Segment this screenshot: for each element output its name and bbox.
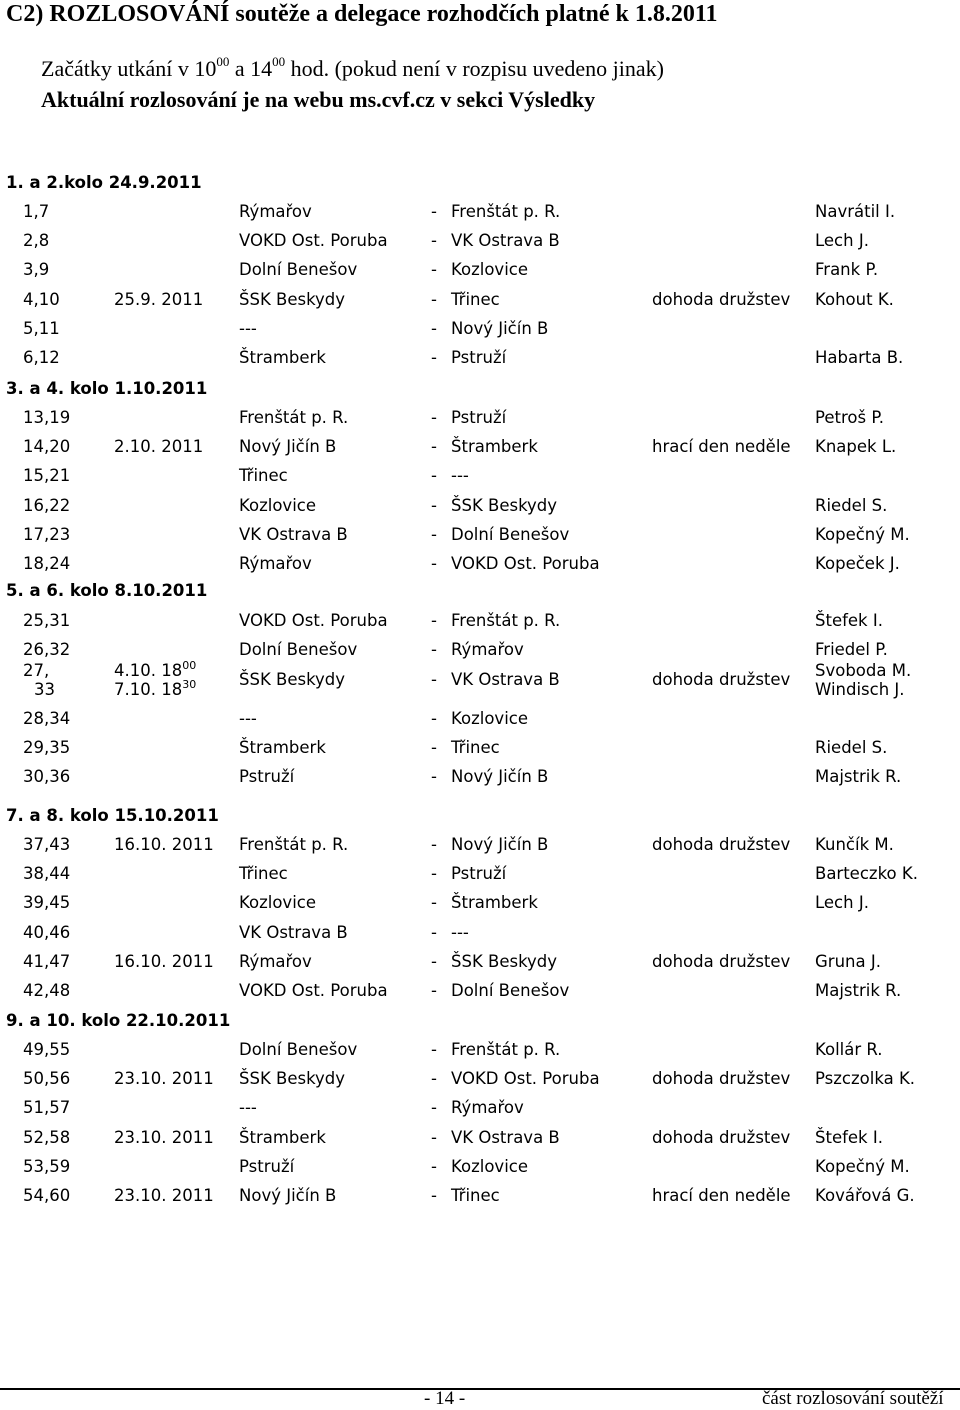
home-team: Štramberk bbox=[239, 1127, 326, 1147]
match-row bbox=[0, 260, 960, 289]
referee: Riedel S. bbox=[815, 495, 888, 515]
match-numbers: 39,45 bbox=[23, 893, 71, 913]
home-team: Pstruží bbox=[239, 767, 295, 786]
referee: Kovářová G. bbox=[815, 1186, 915, 1205]
match-row bbox=[0, 659, 960, 700]
match-row bbox=[0, 290, 960, 319]
vs-dash: - bbox=[431, 708, 437, 728]
away-team: Rýmařov bbox=[451, 1098, 524, 1118]
home-team: Dolní Benešov bbox=[239, 260, 358, 280]
away-team: Nový Jičín B bbox=[451, 835, 549, 854]
match-date-second bbox=[114, 680, 196, 699]
start-times-line bbox=[41, 56, 664, 82]
match-numbers: 42,48 bbox=[23, 981, 71, 1000]
referee: Štefek I. bbox=[815, 1127, 883, 1147]
referee: Gruna J. bbox=[815, 951, 881, 971]
match-note: hrací den neděle bbox=[652, 1186, 791, 1205]
match-numbers: 17,23 bbox=[23, 524, 71, 544]
vs-dash: - bbox=[431, 1069, 437, 1089]
match-row bbox=[0, 319, 960, 348]
home-team: Štramberk bbox=[239, 737, 326, 757]
match-numbers: 30,36 bbox=[23, 767, 71, 786]
vs-dash: - bbox=[431, 981, 437, 1000]
match-row bbox=[0, 1069, 960, 1098]
match-numbers: 25,31 bbox=[23, 611, 71, 630]
match-date bbox=[114, 661, 196, 699]
away-team: Štramberk bbox=[451, 893, 538, 913]
away-team: VK Ostrava B bbox=[451, 670, 560, 690]
home-team: VOKD Ost. Poruba bbox=[239, 981, 388, 1000]
match-note: dohoda družstev bbox=[652, 835, 791, 854]
match-note: dohoda družstev bbox=[652, 289, 791, 309]
vs-dash: - bbox=[431, 1127, 437, 1147]
match-numbers: 29,35 bbox=[23, 737, 71, 757]
round-title: 1. a 2.kolo 24.9.2011 bbox=[6, 173, 202, 192]
match-numbers: 28,34 bbox=[23, 708, 71, 728]
match-note: hrací den neděle bbox=[652, 437, 791, 457]
away-team: VK Ostrava B bbox=[451, 1127, 560, 1147]
match-row bbox=[0, 1186, 960, 1215]
match-row bbox=[0, 202, 960, 231]
away-team: VOKD Ost. Poruba bbox=[451, 554, 600, 573]
home-team: VK Ostrava B bbox=[239, 922, 348, 942]
vs-dash: - bbox=[431, 670, 437, 690]
away-team: Rýmařov bbox=[451, 640, 524, 660]
vs-dash: - bbox=[431, 1186, 437, 1205]
referee: Kohout K. bbox=[815, 289, 894, 309]
away-team: --- bbox=[451, 466, 469, 486]
start-times-prefix: Začátky utkání v 10 bbox=[41, 56, 217, 81]
referee: Majstrik R. bbox=[815, 767, 902, 786]
away-team: Frenštát p. R. bbox=[451, 611, 561, 630]
vs-dash: - bbox=[431, 1098, 437, 1118]
vs-dash: - bbox=[431, 202, 437, 221]
referee: Lech J. bbox=[815, 231, 869, 251]
vs-dash: - bbox=[431, 554, 437, 573]
home-team: Kozlovice bbox=[239, 893, 317, 913]
match-date-first-text: 4.10. 18 bbox=[114, 661, 183, 681]
away-team: Štramberk bbox=[451, 437, 538, 457]
home-team: Frenštát p. R. bbox=[239, 408, 349, 427]
match-row bbox=[0, 1157, 960, 1186]
round-title: 3. a 4. kolo 1.10.2011 bbox=[6, 379, 208, 398]
away-team: Dolní Benešov bbox=[451, 524, 570, 544]
match-numbers: 40,46 bbox=[23, 922, 71, 942]
start-times-suffix: hod. (pokud není v rozpisu uvedeno jinak) bbox=[285, 56, 664, 81]
start-times-mid: a 14 bbox=[229, 56, 273, 81]
referee: Pszczolka K. bbox=[815, 1069, 916, 1089]
away-team: --- bbox=[451, 922, 469, 942]
start-times-sup-2: 00 bbox=[272, 54, 286, 69]
match-numbers bbox=[23, 661, 55, 699]
match-numbers: 38,44 bbox=[23, 864, 71, 884]
match-numbers: 4,10 bbox=[23, 289, 60, 309]
match-date: 23.10. 2011 bbox=[114, 1069, 214, 1089]
referee: Barteczko K. bbox=[815, 864, 918, 884]
match-date: 16.10. 2011 bbox=[114, 951, 214, 971]
referee bbox=[815, 661, 911, 699]
match-row bbox=[0, 408, 960, 437]
match-numbers: 49,55 bbox=[23, 1040, 71, 1059]
vs-dash: - bbox=[431, 893, 437, 913]
home-team: ŠSK Beskydy bbox=[239, 1069, 346, 1089]
match-row bbox=[0, 611, 960, 640]
match-numbers: 16,22 bbox=[23, 495, 71, 515]
match-row bbox=[0, 348, 960, 377]
away-team: Pstruží bbox=[451, 864, 507, 884]
match-row bbox=[0, 231, 960, 260]
home-team: Třinec bbox=[239, 466, 288, 486]
away-team: Kozlovice bbox=[451, 1156, 529, 1176]
home-team: VK Ostrava B bbox=[239, 524, 348, 544]
match-row bbox=[0, 525, 960, 554]
home-team: ŠSK Beskydy bbox=[239, 670, 346, 690]
referee: Štefek I. bbox=[815, 611, 883, 630]
match-date-first-time: 00 bbox=[182, 659, 197, 673]
home-team: Kozlovice bbox=[239, 495, 317, 515]
home-team: ŠSK Beskydy bbox=[239, 289, 346, 309]
match-row bbox=[0, 1098, 960, 1127]
match-note: dohoda družstev bbox=[652, 951, 791, 971]
vs-dash: - bbox=[431, 611, 437, 630]
match-numbers: 26,32 bbox=[23, 640, 71, 660]
match-row bbox=[0, 835, 960, 864]
match-row bbox=[0, 437, 960, 466]
home-team: VOKD Ost. Poruba bbox=[239, 231, 388, 251]
match-numbers: 13,19 bbox=[23, 408, 71, 427]
match-date: 23.10. 2011 bbox=[114, 1186, 214, 1205]
home-team: Třinec bbox=[239, 864, 288, 884]
home-team: VOKD Ost. Poruba bbox=[239, 611, 388, 630]
home-team: --- bbox=[239, 318, 257, 338]
referee: Knapek L. bbox=[815, 437, 897, 457]
away-team: ŠSK Beskydy bbox=[451, 951, 558, 971]
away-team: Pstruží bbox=[451, 348, 507, 367]
match-numbers: 54,60 bbox=[23, 1186, 71, 1205]
referee: Petroš P. bbox=[815, 408, 884, 427]
match-number-first: 27, bbox=[23, 661, 50, 681]
match-row bbox=[0, 1128, 960, 1157]
referee: Riedel S. bbox=[815, 737, 888, 757]
home-team: Nový Jičín B bbox=[239, 1186, 337, 1205]
match-date: 16.10. 2011 bbox=[114, 835, 214, 854]
vs-dash: - bbox=[431, 922, 437, 942]
vs-dash: - bbox=[431, 524, 437, 544]
vs-dash: - bbox=[431, 951, 437, 971]
round-title: 5. a 6. kolo 8.10.2011 bbox=[6, 581, 208, 600]
vs-dash: - bbox=[431, 289, 437, 309]
web-info-line: Aktuální rozlosování je na webu ms.cvf.cz v sekci Výsledky bbox=[41, 87, 596, 112]
match-numbers: 15,21 bbox=[23, 466, 71, 486]
match-date: 2.10. 2011 bbox=[114, 437, 204, 457]
round-title: 7. a 8. kolo 15.10.2011 bbox=[6, 806, 219, 825]
vs-dash: - bbox=[431, 318, 437, 338]
referee: Kopečný M. bbox=[815, 1156, 910, 1176]
referee: Majstrik R. bbox=[815, 981, 902, 1000]
vs-dash: - bbox=[431, 408, 437, 427]
away-team: Třinec bbox=[451, 737, 500, 757]
match-note: dohoda družstev bbox=[652, 1069, 791, 1089]
referee: Navrátil I. bbox=[815, 202, 896, 221]
match-row bbox=[0, 554, 960, 583]
referee: Lech J. bbox=[815, 893, 869, 913]
home-team: Rýmařov bbox=[239, 951, 312, 971]
home-team: Pstruží bbox=[239, 1156, 295, 1176]
match-date-second-time: 30 bbox=[182, 678, 197, 692]
referee: Frank P. bbox=[815, 260, 879, 280]
match-date: 25.9. 2011 bbox=[114, 289, 204, 309]
match-row bbox=[0, 893, 960, 922]
page-title: C2) ROZLOSOVÁNÍ soutěže a delegace rozhodčích platné k 1.8.2011 bbox=[6, 1, 718, 27]
vs-dash: - bbox=[431, 1156, 437, 1176]
vs-dash: - bbox=[431, 864, 437, 884]
match-date-second-text: 7.10. 18 bbox=[114, 680, 183, 700]
vs-dash: - bbox=[431, 835, 437, 854]
away-team: Kozlovice bbox=[451, 260, 529, 280]
home-team: --- bbox=[239, 708, 257, 728]
referee-first: Svoboda M. bbox=[815, 661, 912, 681]
round-title: 9. a 10. kolo 22.10.2011 bbox=[6, 1011, 231, 1030]
match-row bbox=[0, 864, 960, 893]
match-numbers: 41,47 bbox=[23, 951, 71, 971]
home-team: Dolní Benešov bbox=[239, 1040, 358, 1059]
home-team: Nový Jičín B bbox=[239, 437, 337, 457]
footer-section-label: část rozlosování soutěží bbox=[762, 1388, 944, 1409]
match-note: dohoda družstev bbox=[652, 1127, 791, 1147]
away-team: Frenštát p. R. bbox=[451, 1040, 561, 1059]
home-team: Rýmařov bbox=[239, 554, 312, 573]
vs-dash: - bbox=[431, 640, 437, 660]
match-numbers: 6,12 bbox=[23, 348, 60, 367]
referee-second: Windisch J. bbox=[815, 680, 905, 700]
match-numbers: 14,20 bbox=[23, 437, 71, 457]
match-row bbox=[0, 923, 960, 952]
match-numbers: 1,7 bbox=[23, 202, 50, 221]
home-team: --- bbox=[239, 1098, 257, 1118]
vs-dash: - bbox=[431, 437, 437, 457]
start-times-sup-1: 00 bbox=[216, 54, 230, 69]
referee: Friedel P. bbox=[815, 640, 888, 660]
match-numbers: 18,24 bbox=[23, 554, 71, 573]
away-team: Nový Jičín B bbox=[451, 318, 549, 338]
referee: Kunčík M. bbox=[815, 835, 894, 854]
match-row bbox=[0, 767, 960, 796]
referee: Kopečný M. bbox=[815, 524, 910, 544]
vs-dash: - bbox=[431, 767, 437, 786]
away-team: ŠSK Beskydy bbox=[451, 495, 558, 515]
vs-dash: - bbox=[431, 737, 437, 757]
match-note: dohoda družstev bbox=[652, 670, 791, 690]
away-team: VOKD Ost. Poruba bbox=[451, 1069, 600, 1089]
home-team: Frenštát p. R. bbox=[239, 835, 349, 854]
match-row bbox=[0, 709, 960, 738]
referee: Kollár R. bbox=[815, 1040, 883, 1059]
home-team: Rýmařov bbox=[239, 202, 312, 221]
match-row bbox=[0, 496, 960, 525]
match-numbers: 51,57 bbox=[23, 1098, 71, 1118]
match-numbers: 50,56 bbox=[23, 1069, 71, 1089]
vs-dash: - bbox=[431, 231, 437, 251]
away-team: Dolní Benešov bbox=[451, 981, 570, 1000]
away-team: Třinec bbox=[451, 289, 500, 309]
match-numbers: 2,8 bbox=[23, 231, 50, 251]
away-team: VK Ostrava B bbox=[451, 231, 560, 251]
match-numbers: 53,59 bbox=[23, 1156, 71, 1176]
match-row bbox=[0, 952, 960, 981]
match-row bbox=[0, 1040, 960, 1069]
home-team: Dolní Benešov bbox=[239, 640, 358, 660]
match-row bbox=[0, 981, 960, 1010]
page-number: - 14 - bbox=[424, 1388, 466, 1409]
home-team: Štramberk bbox=[239, 348, 326, 367]
match-date: 23.10. 2011 bbox=[114, 1127, 214, 1147]
referee: Kopeček J. bbox=[815, 554, 900, 573]
match-numbers: 52,58 bbox=[23, 1127, 71, 1147]
away-team: Pstruží bbox=[451, 408, 507, 427]
away-team: Kozlovice bbox=[451, 708, 529, 728]
match-numbers: 3,9 bbox=[23, 260, 50, 280]
vs-dash: - bbox=[431, 466, 437, 486]
vs-dash: - bbox=[431, 260, 437, 280]
match-numbers: 37,43 bbox=[23, 835, 71, 854]
vs-dash: - bbox=[431, 348, 437, 367]
vs-dash: - bbox=[431, 495, 437, 515]
match-row bbox=[0, 738, 960, 767]
match-numbers: 5,11 bbox=[23, 318, 60, 338]
match-row bbox=[0, 466, 960, 495]
referee: Habarta B. bbox=[815, 348, 904, 367]
vs-dash: - bbox=[431, 1040, 437, 1059]
match-number-second: 33 bbox=[34, 680, 55, 700]
away-team: Třinec bbox=[451, 1186, 500, 1205]
away-team: Frenštát p. R. bbox=[451, 202, 561, 221]
away-team: Nový Jičín B bbox=[451, 767, 549, 786]
